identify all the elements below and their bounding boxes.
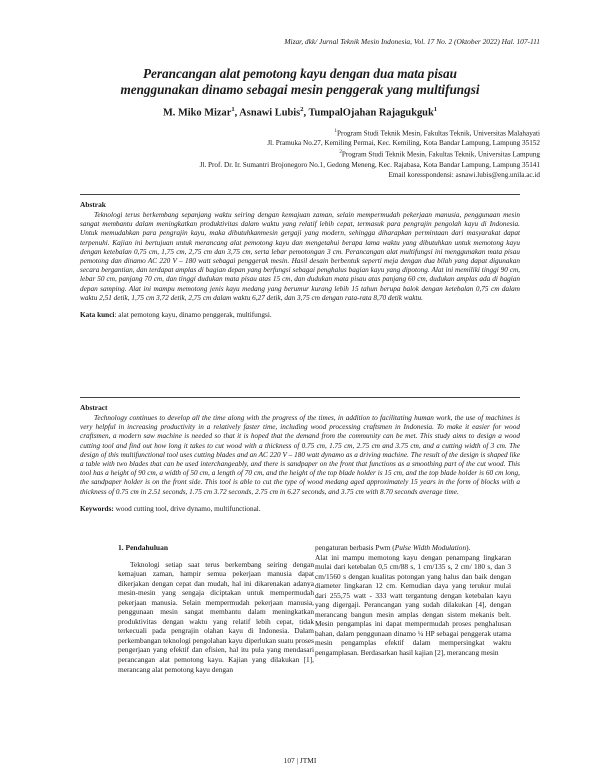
page-footer: 107 | JTMI [283, 756, 317, 765]
author-3: TumpalOjahan Rajagukguk [308, 107, 434, 119]
author-3-affil: 1 [433, 106, 438, 113]
affiliation-2: $^2$Program Studi Teknik Mesin, Fakultas Teknik, Universitas Lampung [339, 150, 540, 159]
abstract-text: Technology continues to develop all the time along with the progress of the times, in addition to facilitating human work, the use of machines is very helpful in increasing productivity in a relatively faster time, including wood processing craftsmen in Indonesia. To make it easier for wood craftsmen, a modern saw machine is needed so that it is hoped that the demand from the community can be met. This study aims to design a wood cutting tool and find out how long it takes to cut wood with a thickness of 0.75 cm, 1.75 cm, 2.75 cm and 3.75 cm, and a cutting width of 3 cm. The design of this multifunctional tool uses cutting blades and an AC 220 V – 180 watt dynamo as a driving machine. The result of the design is shaped like a table with two blades that can be used interchangeably, and there is sandpaper on the front that functions as a smoothing part of the cut wood. This tool has a height of 90 cm, a width of 50 cm, a length of 70 cm, and the height of the top blade holder is 15 cm, and the top blade holder is 60 cm long, the sandpaper holder is on the front side. This tool is able to cut the type of wood medang aged approximately 15 years in the form of blocks with a thickness of 0.75 cm in 2.51 seconds, 1.75 cm 3.72 seconds, 2.75 cm in 6.27 seconds, and 3.75 cm with 8.70 seconds average time. [80, 414, 520, 496]
body-paragraph-continued: pengaturan berbasis Pwm (Pulse Width Modulation). [315, 543, 471, 552]
affiliation-2-address: Jl. Prof. Dr. Ir. Sumantri Brojonegoro No.1, Gedong Meneng, Kec. Rajabasa, Kota Bandar Lampung, Lampung 35141 [199, 160, 540, 169]
body-paragraph: Alat ini mampu memotong kayu dengan penampang lingkaran mulai dari ketebalan 0,5 cm/88 s, 1 cm/135 s, 2 cm/ 180 s, dan 3 cm/1560 s dengan kualitas potongan yang halus dan baik dengan diameter lingkaran 12 cm. Kemudian daya yang terukur mulai dari 255,75 watt - 333 watt tergantung dengan ketebalan kayu yang digergaji. Perancangan yang sudah dilakukan [4], dengan merancang bangun mesin amplas dengan sistem mekanis belt. Mesin pengamplas ini dapat mempermudah proses penghalusan bahan, dalam penggunaan dinamo ¼ HP sebagai penggerak utama mesin pengamplas efektif dalam mempersingkat waktu pengamplasan. Berdasarkan hasil kajian [2], merancang mesin [315, 552, 511, 658]
body-paragraph: Teknologi setiap saat terus berkembang seiring dengan kemajuan zaman, hampir semua pekerjaan manusia dapat dikerjakan dengan cepat dan mudah, hal ini dikarenakan adanya mesin-mesin yang sengaja diciptakan untuk mempermudah pekerjaan manusia. Selain mempermudah pekerjaan manusia, penggunaan mesin sangat membantu dalam meningkatkan produktivitas dengan waktu yang relatif lebih cepat, tidak terkecuali pada pengrajin olahan kayu di Indonesia. Dalam perkembangan teknologi pengolahan kayu diperlukan suatu proses pengerjaan yang efektif dan efisien, hal itu pula yang mendasari perancangan alat pemotong kayu. Kajian yang dilakukan [1], merancang alat pemotong kayu dengan [118, 559, 314, 674]
abstrak-heading: Abstrak [80, 200, 106, 209]
author-1-affil: 1 [231, 106, 235, 113]
running-header: Mizar, dkk/ Jurnal Teknik Mesin Indonesia, Vol. 17 No. 2 (Oktober 2022) Hal. 107-111 [284, 37, 540, 46]
body-column-left [118, 543, 314, 674]
body-column-right [315, 543, 511, 658]
author-list: M. Miko Mizar$^1$, Asnawi Lubis$^2$, TumpalOjahan Rajagukguk$^1$ [162, 106, 438, 119]
author-2-affil: 2 [300, 106, 304, 113]
correspondence-email: Email koresspondensi: asnawi.lubis@eng.unila.ac.id [388, 170, 540, 179]
affiliations [60, 127, 540, 180]
affiliation-1: $^1$Program Studi Teknik Mesin, Fakultas Teknik, Universitas Malahayati [334, 129, 540, 138]
section-heading: 1. Pendahuluan [118, 543, 169, 552]
paper-title [60, 66, 540, 98]
affiliation-1-address: Jl. Pramuka No.27, Kemiling Permai, Kec. Kemiling, Kota Bandar Lampung, Lampung 35152 [267, 139, 540, 148]
abstrak-text: Teknologi terus berkembang sepanjang waktu seiring dengan kemajuan zaman, selain mempermudah pekerjaan manusia, penggunaan mesin sangat membantu dalam meningkatkan produktivitas dalam waktu yang relatif lebih cepat, termasuk para pengrajin pengolah kayu di Indonesia. Untuk memudahkan para pengrajin kayu, maka dibutuhkanmesin gergaji yang modern, sehingga diharapkan permintaan dari masyarakat dapat terpenuhi. Kajian ini bertujuan untuk merancang alat pemotong kayu dan mengetahui berapa lama waktu yang dibutuhkan untuk memotong kayu dengan ketebalan 0,75 cm, 1,75 cm, 2,75 cm dan 3,75 cm, serta lebar pemotongan 3 cm. Perancangan alat multifungsi ini menggunakan mata pisau pemotong dan dinamo AC 220 V – 180 watt sebagai penggerak mesin. Hasil desain berbentuk seperti meja dengan dua bilah yang dapat digunakan secara bergantian, dan terdapat amplas di bagian depan yang berfungsi sebagai penghalus bagian kayu yang dipotong. Alat ini memiliki tinggi 90 cm, lebar 50 cm, panjang 70 cm, dan tinggi dudukan mata pisau atas 15 cm, dan dudukan mata pisau atas panjang 60 cm, dudukan amplas ada di bagian depan samping. Alat ini mampu memotong jenis kayu medang yang berumur kurang lebih 15 tahun berupa balok dengan ketebalan 0,75 cm dalam waktu 2,51 detik, 1,75 cm 3,72 detik, 2,75 cm dalam waktu 6,27 detik, dan 3,75 cm dengan rata-rata 8,70 detik waktu. [80, 211, 520, 302]
keywords: Keywords: wood cutting tool, drive dynamo, multifunctional. [80, 504, 261, 513]
abstract-heading: Abstract [80, 403, 108, 412]
title-line-1: Perancangan alat pemotong kayu dengan dua mata pisau [143, 66, 457, 81]
abstrak-box [80, 194, 520, 319]
kata-kunci: Kata kunci: alat pemotong kayu, dinamo penggerak, multifungsi. [80, 311, 272, 320]
title-line-2: menggunakan dinamo sebagai mesin penggerak yang multifungsi [120, 82, 480, 97]
author-2: Asnawi Lubis [239, 107, 301, 119]
abstract-box [80, 397, 520, 513]
author-1: M. Miko Mizar [162, 107, 232, 119]
